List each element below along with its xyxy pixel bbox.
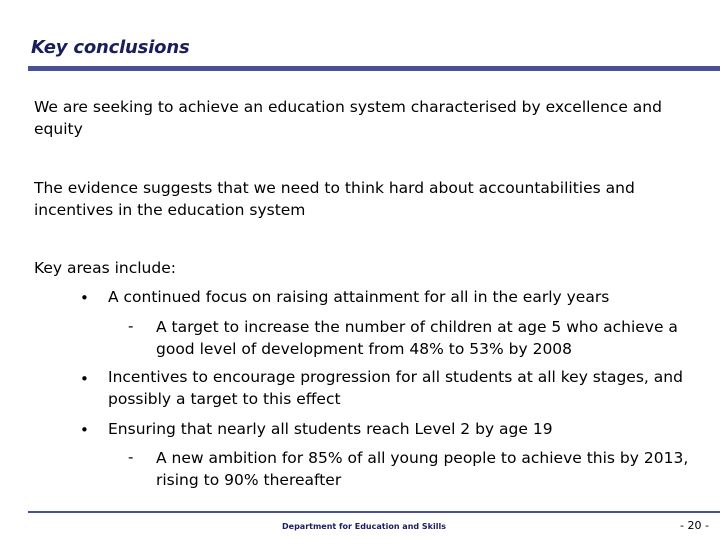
footer-department: Department for Education and Skills <box>282 522 446 531</box>
footer-divider <box>28 511 720 513</box>
paragraph-excellence-equity: We are seeking to achieve an education system characterised by excellence and equity <box>34 98 662 138</box>
dash-marker: - <box>128 317 134 335</box>
key-areas-heading: Key areas include: <box>34 259 176 277</box>
bullet-marker: • <box>80 370 89 388</box>
title-divider <box>28 66 720 71</box>
bullet-marker: • <box>80 421 89 439</box>
bullet-progression-incentives: Incentives to encourage progression for all students at all key stages, and possibly a target to this effect <box>108 368 683 408</box>
slide-title: Key conclusions <box>31 37 190 58</box>
paragraph-accountabilities: The evidence suggests that we need to think hard about accountabilities and incentives in the education system <box>34 179 635 219</box>
dash-marker: - <box>128 448 134 466</box>
bullet-marker: • <box>80 289 89 307</box>
bullet-early-years: A continued focus on raising attainment for all in the early years <box>108 288 610 306</box>
sub-bullet-age-5-target: A target to increase the number of children at age 5 who achieve a good level of development from 48% to 53% by 2008 <box>156 318 678 358</box>
bullet-level-2-by-19: Ensuring that nearly all students reach Level 2 by age 19 <box>108 420 553 438</box>
sub-bullet-85-percent-ambition: A new ambition for 85% of all young people to achieve this by 2013, rising to 90% thereafter <box>156 449 689 489</box>
page-number: - 20 - <box>680 519 709 532</box>
